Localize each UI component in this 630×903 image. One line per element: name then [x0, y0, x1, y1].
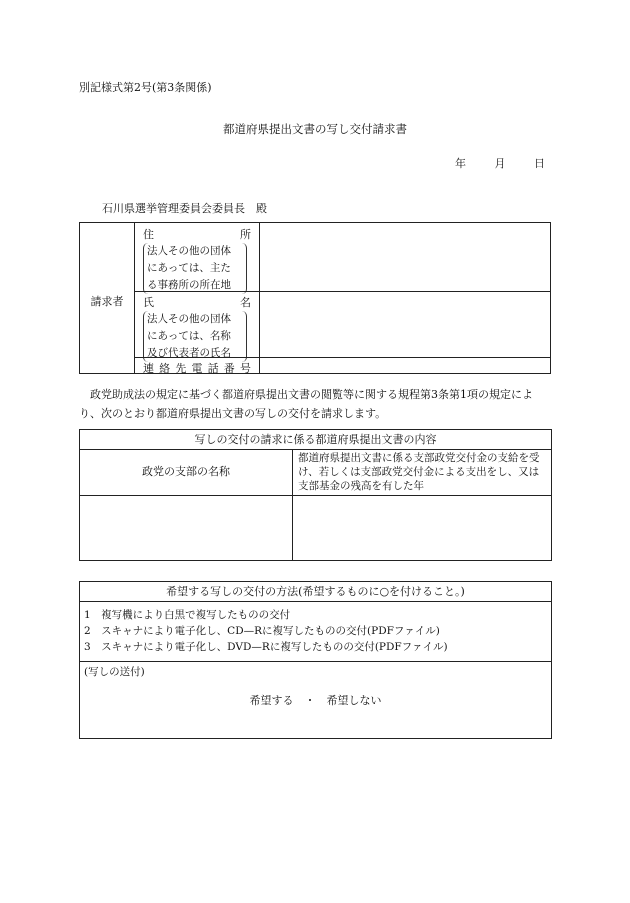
requester-group-cell: [80, 223, 135, 373]
date-day: 日: [534, 157, 545, 170]
requester-group-label: 請求者: [90, 295, 124, 308]
option-item: 2 スキャナにより電子化し、CD—Rに複写したものの交付(PDFファイル): [84, 625, 440, 637]
date-year: 年: [455, 157, 466, 170]
divider: [80, 661, 551, 662]
method-options: [84, 607, 547, 655]
year-label: 都道府県提出文書に係る支部政党交付金の支給を受け、若しくは支部政党交付金による支出をし、又は支部基金の残高を有した年: [298, 452, 540, 492]
divider: [135, 291, 550, 292]
option-item: 3 スキャナにより電子化し、DVD—Rに複写したものの交付(PDFファイル): [84, 641, 448, 653]
requester-label-column: [135, 223, 260, 373]
form-number: 別記様式第2号(第3条関係): [79, 81, 212, 94]
request-paragraph: 政党助成法の規定に基づく都道府県提出文書の閲覧等に関する規程第3条第1項の規定により、次のとおり都道府県提出文書の写しの交付を請求します。: [79, 388, 533, 420]
date-month: 月: [494, 157, 506, 170]
address-note: 法人その他の団体 にあっては、主た る事務所の所在地: [143, 243, 247, 294]
addressee: 石川県選挙管理委員会委員長 殿: [102, 202, 267, 215]
address-label: 住 所: [143, 228, 251, 241]
method-table: [79, 581, 552, 739]
contents-table: [79, 429, 552, 561]
date-line: [455, 155, 545, 171]
requester-table: [79, 222, 551, 374]
divider: [292, 449, 293, 560]
option-item: 1 複写機により白黒で複写したものの交付: [84, 609, 291, 621]
send-label: (写しの送付): [84, 666, 145, 678]
divider: [80, 495, 551, 496]
requester-value-column: [260, 223, 550, 373]
contents-header: 写しの交付の請求に係る都道府県提出文書の内容: [80, 430, 551, 450]
divider: [135, 357, 550, 358]
party-branch-name-label: 政党の支部の名称: [142, 465, 230, 478]
name-note: 法人その他の団体 にあっては、名称 及び代表者の氏名: [143, 311, 247, 362]
document-title: 都道府県提出文書の写し交付請求書: [223, 122, 407, 136]
send-choice: 希望する ・ 希望しない: [249, 694, 382, 707]
phone-label: 連 絡 先 電 話 番 号: [143, 362, 251, 375]
name-label: 氏 名: [143, 296, 251, 309]
method-header: 希望する写しの交付の方法(希望するものに○を付けること。): [80, 582, 551, 602]
